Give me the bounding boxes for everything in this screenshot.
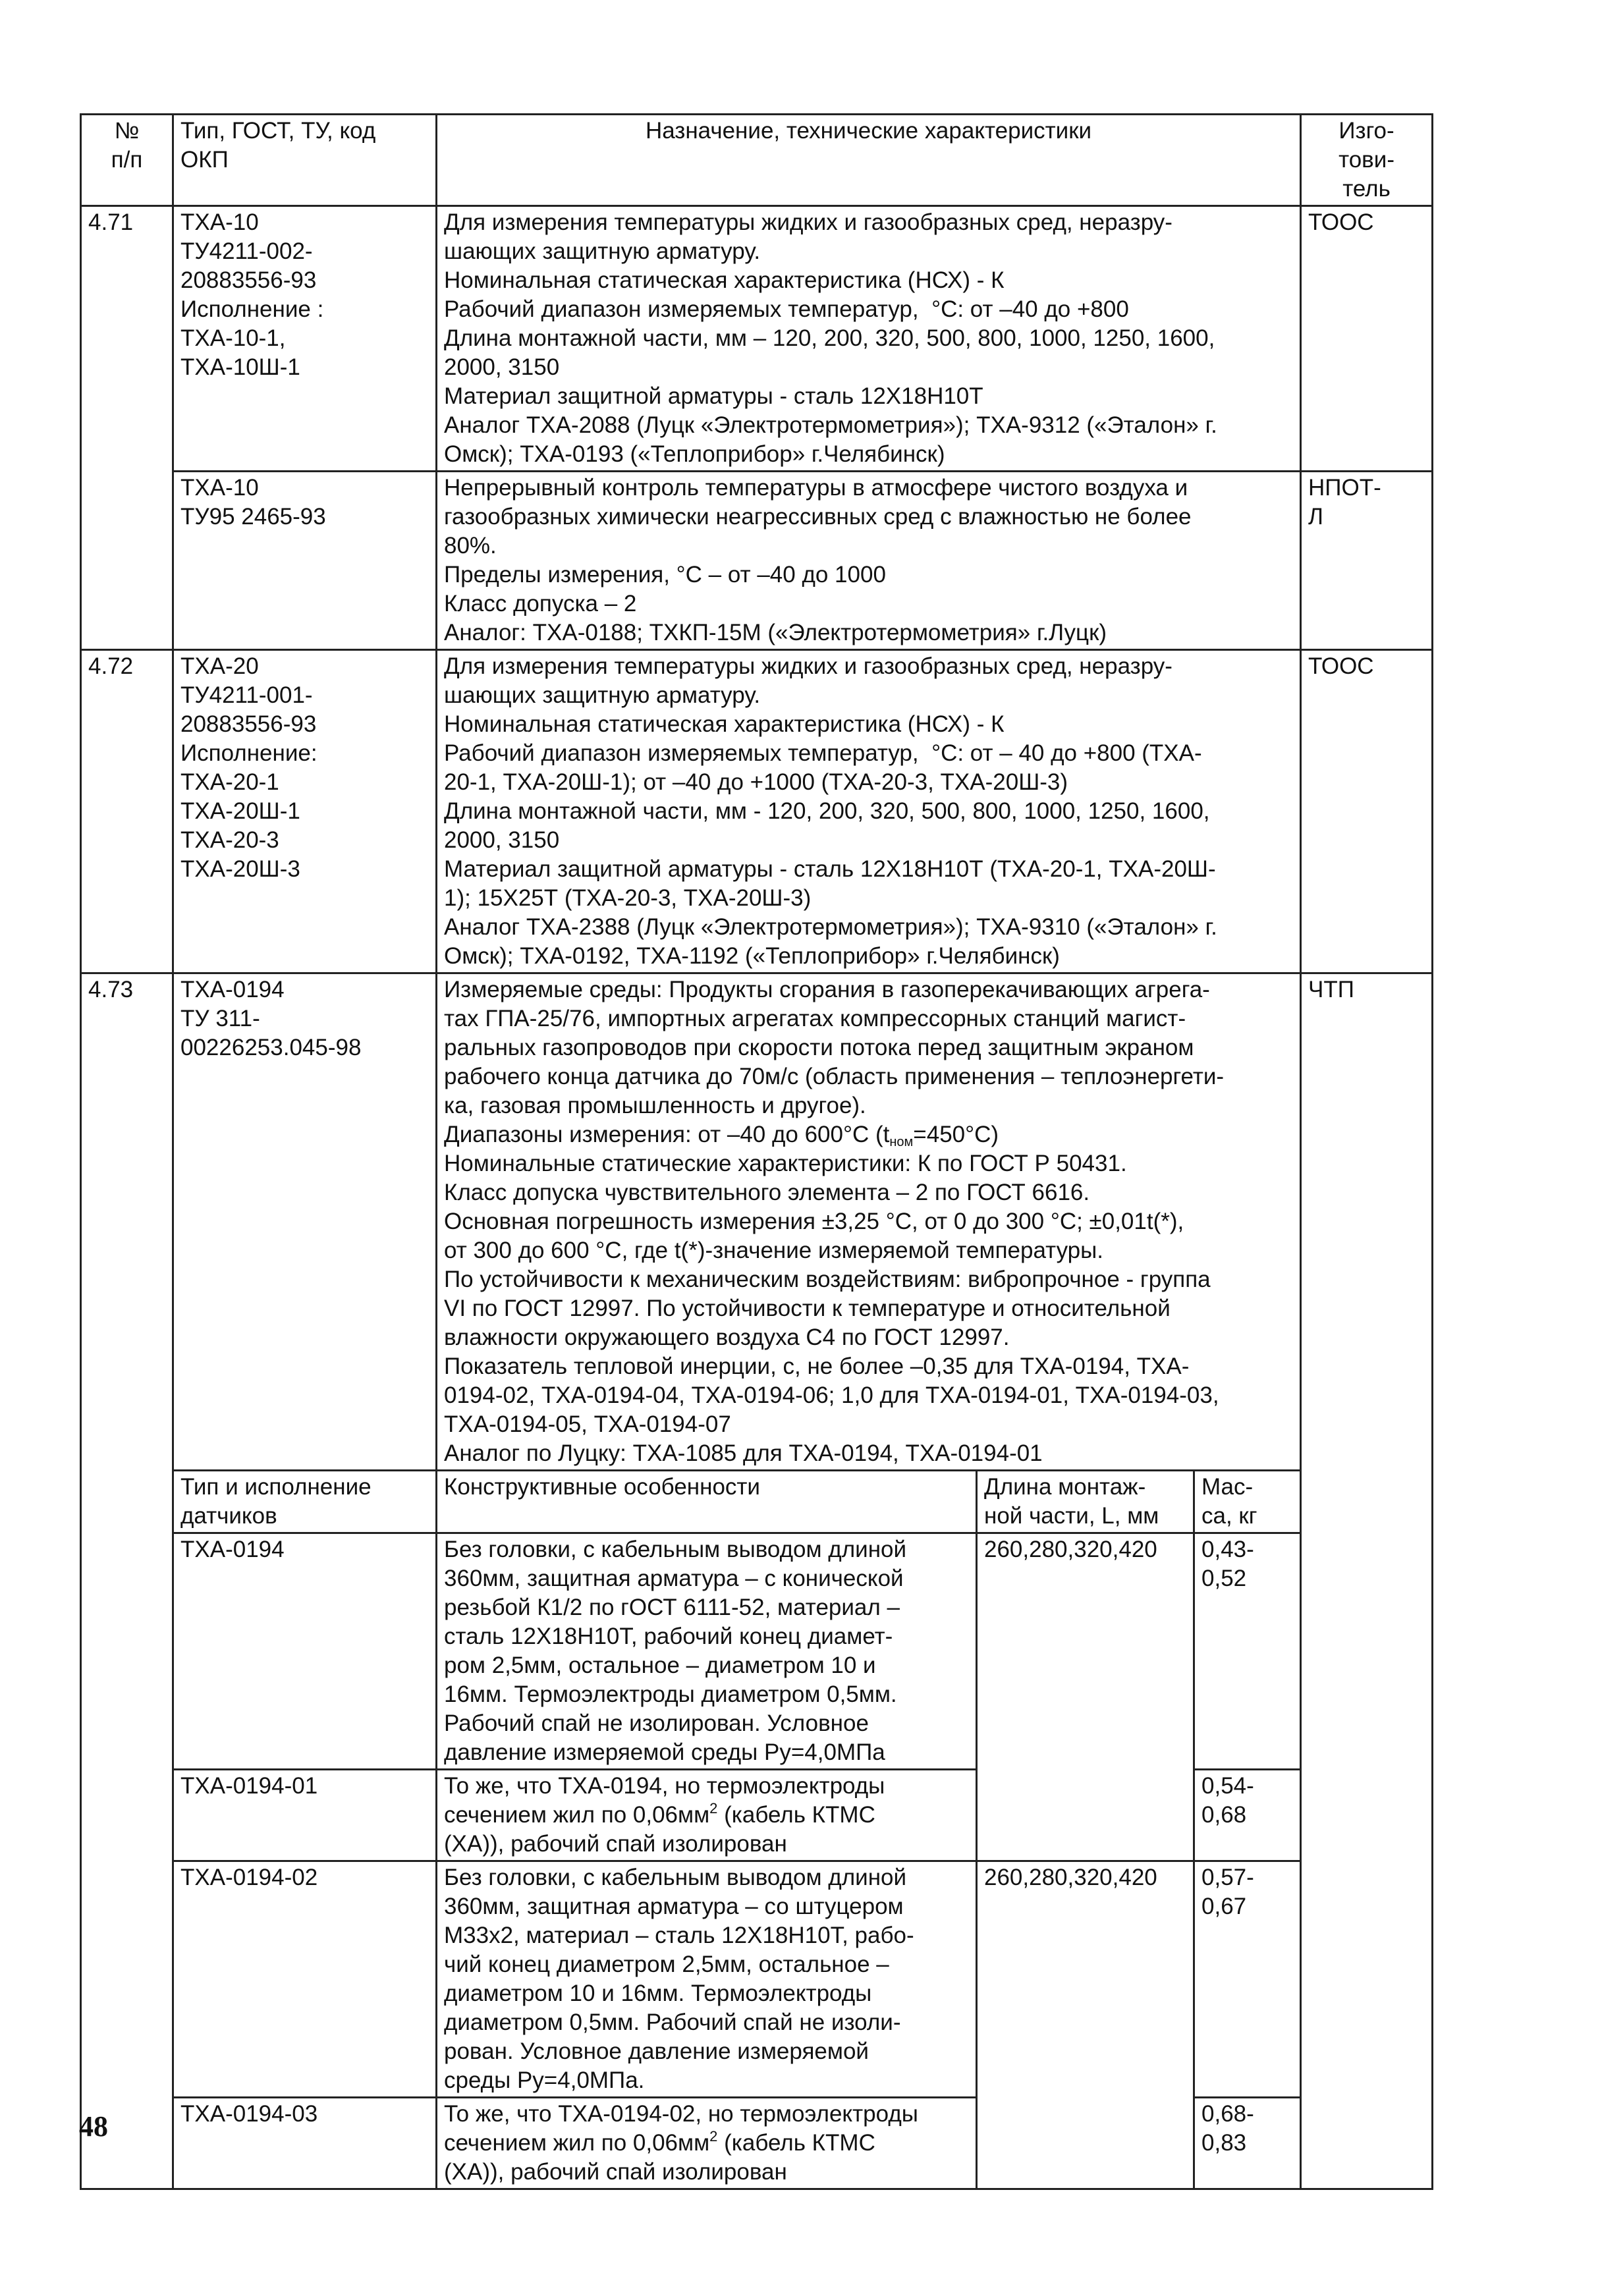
length-cell: 260,280,320,420 xyxy=(977,1861,1194,2189)
mass-cell: 0,54- 0,68 xyxy=(1194,1770,1301,1861)
row-number: 4.73 xyxy=(81,973,173,2189)
sensor-type-cell: ТХА-0194-02 xyxy=(173,1861,437,2098)
maker-cell: ЧТП xyxy=(1301,973,1433,2189)
type-cell: ТХА-0194 ТУ 311- 00226253.045-98 xyxy=(173,973,437,1471)
subheader-type: Тип и исполнение датчиков xyxy=(173,1471,437,1533)
design-cell: Без головки, с кабельным выводом длиной 360мм, защитная арматура – с конической резьбой К1/2 по гОСТ 6111-52, материал – сталь 12Х18Н10Т, рабочий конец диамет- ром 2,5мм, остальное – диаметром 10 и 16мм. Термоэлектроды диаметром 0,5мм. Рабочий спай не изолирован. Условное давление измеряемой среды Ру=4,0МПа xyxy=(437,1533,977,1770)
type-cell: ТХА-20 ТУ4211-001- 20883556-93 Исполнение: ТХА-20-1 ТХА-20Ш-1 ТХА-20-3 ТХА-20Ш-3 xyxy=(173,650,437,973)
page-number: 48 xyxy=(79,2110,108,2143)
maker-cell: ТООС xyxy=(1301,650,1433,973)
design-cell: Без головки, с кабельным выводом длиной 360мм, защитная арматура – со штуцером М33х2, материал – сталь 12Х18Н10Т, рабо- чий конец диаметром 2,5мм, остальное – диаметром 10 и 16мм. Термоэлектроды диаметром 0,5мм. Рабочий спай не изоли- рован. Условное давление измеряемой среды Ру=4,0МПа. xyxy=(437,1861,977,2098)
subheader-mass: Мас- са, кг xyxy=(1194,1471,1301,1533)
description-cell: Для измерения температуры жидких и газообразных сред, неразру- шающих защитную арматуру. Номинальная статическая характеристика (НСХ) - К Рабочий диапазон измеряемых температур, °С: от –40 до +800 Длина монтажной части, мм – 120, 200, 320, 500, 800, 1000, 1250, 1600, 2000, 3150 Материал защитной арматуры - сталь 12Х18Н10Т Аналог ТХА-2088 (Луцк «Электротермометрия»); ТХА-9312 («Эталон» г. Омск); ТХА-0193 («Теплоприбор» г.Челябинск) xyxy=(437,206,1301,472)
subtable-row xyxy=(81,1861,1433,2098)
description-cell: Непрерывный контроль температуры в атмосфере чистого воздуха и газообразных химически неагрессивных сред с влажностью не более 80%. Пределы измерения, °С – от –40 до 1000 Класс допуска – 2 Аналог: ТХА-0188; ТХКП-15М («Электротермометрия» г.Луцк) xyxy=(437,472,1301,650)
table-row xyxy=(81,472,1433,650)
subtable-row xyxy=(81,1770,1433,1861)
table-row xyxy=(81,973,1433,1471)
specs-table xyxy=(80,113,1433,2190)
maker-cell: ТООС xyxy=(1301,206,1433,472)
table-row xyxy=(81,650,1433,973)
header-number: № п/п xyxy=(81,115,173,206)
subtable-header-row xyxy=(81,1471,1433,1533)
sensor-type-cell: ТХА-0194-03 xyxy=(173,2098,437,2189)
mass-cell: 0,57- 0,67 xyxy=(1194,1861,1301,2098)
subtable-row xyxy=(81,2098,1433,2189)
header-type: Тип, ГОСТ, ТУ, код ОКП xyxy=(173,115,437,206)
subtable-row xyxy=(81,1533,1433,1770)
type-cell: ТХА-10 ТУ95 2465-93 xyxy=(173,472,437,650)
table-header-row xyxy=(81,115,1433,206)
subheader-length: Длина монтаж- ной части, L, мм xyxy=(977,1471,1194,1533)
sensor-type-cell: ТХА-0194 xyxy=(173,1533,437,1770)
description-cell: Для измерения температуры жидких и газообразных сред, неразру- шающих защитную арматуру. Номинальная статическая характеристика (НСХ) - К Рабочий диапазон измеряемых температур, °С: от – 40 до +800 (ТХА- 20-1, ТХА-20Ш-1); от –40 до +1000 (ТХА-20-3, ТХА-20Ш-3) Длина монтажной части, мм - 120, 200, 320, 500, 800, 1000, 1250, 1600, 2000, 3150 Материал защитной арматуры - сталь 12Х18Н10Т (ТХА-20-1, ТХА-20Ш- 1); 15Х25Т (ТХА-20-3, ТХА-20Ш-3) Аналог ТХА-2388 (Луцк «Электротермометрия»); ТХА-9310 («Эталон» г. Омск); ТХА-0192, ТХА-1192 («Теплоприбор» г.Челябинск) xyxy=(437,650,1301,973)
design-cell: То же, что ТХА-0194-02, но термоэлектроды сечением жил по $0,06мм^2$ (кабель КТМС (ХА)), рабочий спай изолирован xyxy=(437,2098,977,2189)
sensor-type-cell: ТХА-0194-01 xyxy=(173,1770,437,1861)
row-number: 4.72 xyxy=(81,650,173,973)
header-purpose: Назначение, технические характеристики xyxy=(437,115,1301,206)
maker-cell: НПОТ- Л xyxy=(1301,472,1433,650)
mass-cell: 0,68- 0,83 xyxy=(1194,2098,1301,2189)
design-cell: То же, что ТХА-0194, но термоэлектроды сечением жил по $0,06мм^2$ (кабель КТМС (ХА)), рабочий спай изолирован xyxy=(437,1770,977,1861)
subheader-design: Конструктивные особенности xyxy=(437,1471,977,1533)
length-cell: 260,280,320,420 xyxy=(977,1533,1194,1861)
header-maker: Изго- тови- тель xyxy=(1301,115,1433,206)
description-cell: Измеряемые среды: Продукты сгорания в газоперекачивающих агрега- тах ГПА-25/76, импортных агрегатах компрессорных станций магист- ральных газопроводов при скорости потока перед защитным экраном рабочего конца датчика до 70м/с (область применения – теплоэнергети- ка, газовая промышленность и другое). Диапазоны измерения: от –40 до 600°С $(t_{ном}=450^\circ С)$ Номинальные статические характеристики: К по ГОСТ Р 50431. Класс допуска чувствительного элемента – 2 по ГОСТ 6616. Основная погрешность измерения ±3,25 °С, от 0 до 300 °С; ±0,01t(*), от 300 до 600 °С, где t(*)-значение измеряемой температуры. По устойчивости к механическим воздействиям: вибропрочное - группа VI по ГОСТ 12997. По устойчивости к температуре и относительной влажности окружающего воздуха С4 по ГОСТ 12997. Показатель тепловой инерции, с, не более –0,35 для ТХА-0194, ТХА- 0194-02, ТХА-0194-04, ТХА-0194-06; 1,0 для ТХА-0194-01, ТХА-0194-03, ТХА-0194-05, ТХА-0194-07 Аналог по Луцку: ТХА-1085 для ТХА-0194, ТХА-0194-01 xyxy=(437,973,1301,1471)
table-row xyxy=(81,206,1433,472)
row-number: 4.71 xyxy=(81,206,173,650)
type-cell: ТХА-10 ТУ4211-002- 20883556-93 Исполнение : ТХА-10-1, ТХА-10Ш-1 xyxy=(173,206,437,472)
mass-cell: 0,43- 0,52 xyxy=(1194,1533,1301,1770)
